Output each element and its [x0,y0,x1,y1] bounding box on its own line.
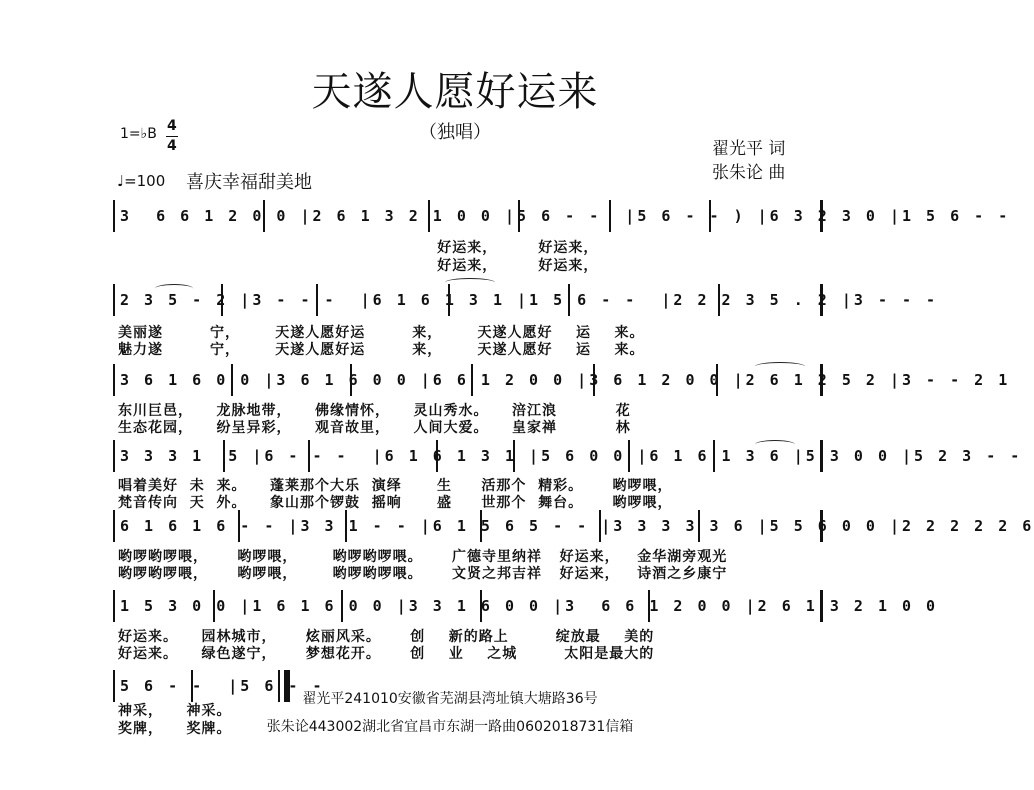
lyric-row-3-verse-1: 东川巨邑， 龙脉地带， 佛缘情怀， 灵山秀水。 涪江浪 花 [118,403,631,419]
lyric-row-1-verse-2: 好运来， 好运来， [120,258,599,274]
lyric-row-5-verse-1: 哟啰哟啰喂， 哟啰喂， 哟啰哟啰喂。 广德寺里纳祥 好运来， 金华湖旁观光 [118,549,728,565]
lyric-row-2-verse-2: 魅力遂 宁， 天遂人愿好运 来， 天遂人愿好 运 来。 [118,342,645,358]
song-title: 天遂人愿好运来 [311,69,599,115]
lyric-row-7-verse-2: 奖牌， 奖牌。 [118,721,232,737]
time-signature-line [166,136,178,137]
lyric-row-3-verse-2: 生态花园， 纷呈异彩， 观音故里， 人间大爱。 皇家禅 林 [118,420,631,436]
lyric-row-7-verse-1: 神采， 神采。 [118,703,232,719]
notation-row-5: 6 1 6 1 6 - - |3 3 1 - - |6 1 5 6 5 - - |3 3 3 3 3 6 |5 5 6 0 0 |2 2 2 2 2 6 [120,517,1034,535]
slur [445,278,495,287]
notation-row-6: 1 5 3 0 0 |1 6 1 6 0 0 |3 3 1 6 0 0 |3 6 6 1 2 0 0 |2 6 1 3 2 1 0 0 [120,597,939,615]
tempo-marking: ♩=100 [117,172,166,190]
time-signature-bottom: 4 [167,138,177,154]
notation-row-4: 3 3 3 1 5 |6 - - - |6 1 6 1 3 1 |5 6 0 0 |6 1 6 1 3 6 |5 3 0 0 |5 2 3 - - [120,447,1023,465]
key-signature: 1=♭B [120,126,157,142]
notation-row-3: 3 6 1 6 0 0 |3 6 1 6 0 0 |6 6 1 2 0 0 |3 6 1 2 0 0 |2 6 1 2 5 2 |3 - - 2 1 [120,371,1011,389]
lyric-row-6-verse-2: 好运来。 绿色遂宁， 梦想花开。 创 业 之城 太阳是最大的 [118,646,655,662]
lyric-row-4-verse-1: 唱着美好 未 来。 蓬莱那个大乐 演绎 生 活那个 精彩。 哟啰喂， [118,478,673,494]
lyric-row-6-verse-1: 好运来。 园林城市， 炫丽风采。 创 新的路上 绽放最 美的 [118,629,655,645]
lyricist-credit: 翟光平 词 [712,139,786,159]
notation-row-2: 2 3 5 - 2 |3 - - - |6 1 6 1 3 1 |1 5 6 - - |2 2 2 3 5 . 2 |3 - - - [120,291,939,309]
expression-marking: 喜庆幸福甜美地 [186,172,312,193]
song-subtitle: （独唱） [419,122,491,143]
lyricist-address: 翟光平241010安徽省芜湖县湾址镇大塘路36号 [302,691,598,707]
lyric-row-2-verse-1: 美丽遂 宁， 天遂人愿好运 来， 天遂人愿好 运 来。 [118,325,645,341]
lyric-row-5-verse-2: 哟啰哟啰喂， 哟啰喂， 哟啰哟啰喂。 文贤之邦吉祥 好运来， 诗酒之乡康宁 [118,566,728,582]
slur [755,362,805,371]
composer-address: 张朱论443002湖北省宜昌市东湖一路曲0602018731信箱 [266,719,634,735]
composer-credit: 张朱论 曲 [712,163,786,183]
time-signature-top: 4 [167,118,177,134]
notation-row-7: 5 6 - - |5 6 - - [120,677,325,695]
lyric-row-1-verse-1: 好运来， 好运来， [120,240,599,256]
lyric-row-4-verse-2: 梵音传向 天 外。 象山那个锣鼓 摇响 盛 世那个 舞台。 哟啰喂， [118,495,673,511]
notation-row-1: 3 6 6 1 2 0 0 |2 6 1 3 2 1 0 0 |5 6 - - |5 6 - - ) |6 3 2 3 0 |1 5 6 - - [120,207,1011,225]
